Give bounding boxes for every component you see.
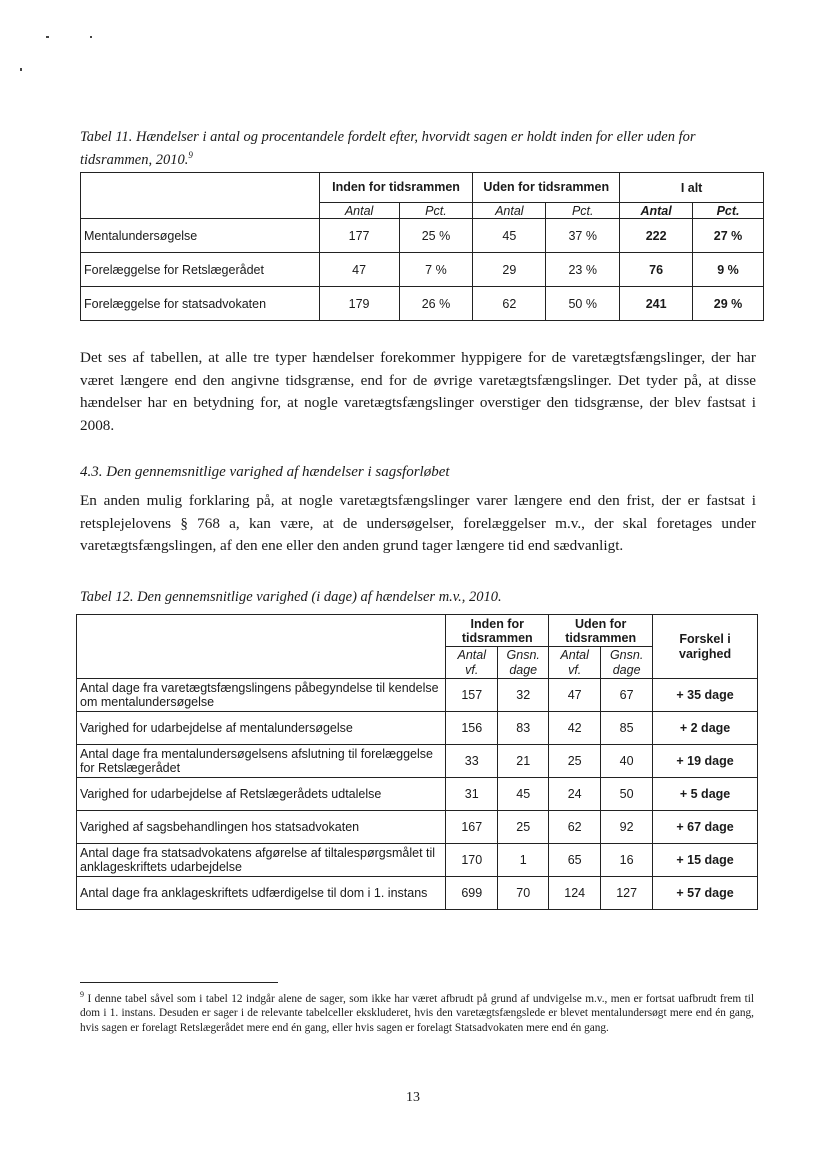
table-row (81, 253, 764, 287)
table12 (76, 614, 758, 910)
cell-value: 76 (620, 253, 693, 287)
table-row (77, 679, 758, 712)
cell-value: 27 % (693, 219, 764, 253)
table11-sub-pct: Pct. (399, 203, 473, 219)
cell-value: 50 % (546, 287, 620, 321)
table11-header-row (81, 173, 764, 203)
table11-sub-antal: Antal (620, 203, 693, 219)
table12-sub-antal: Antal vf. (549, 647, 601, 679)
cell-value: 25 % (399, 219, 473, 253)
row-label: Antal dage fra mentalundersøgelsens afslutning til forelæggelse for Retslægerådet (77, 745, 446, 778)
cell-value: 62 (473, 287, 546, 321)
cell-value: 42 (549, 712, 601, 745)
table11-corner-cell (81, 173, 320, 219)
table11-group-inside: Inden for tidsrammen (319, 173, 473, 203)
cell-value: 1 (498, 844, 549, 877)
row-label: Antal dage fra varetægtsfængslingens påbegyndelse til kendelse om mentalundersøgelse (77, 679, 446, 712)
footnote-ref: 9 (188, 150, 193, 160)
table-row (77, 844, 758, 877)
scan-speck (46, 36, 49, 38)
cell-value: 83 (498, 712, 549, 745)
footnote-divider (80, 982, 278, 983)
table-row (81, 287, 764, 321)
scan-speck (20, 68, 22, 71)
row-label: Forelæggelse for statsadvokaten (81, 287, 320, 321)
table11-group-outside: Uden for tidsrammen (473, 173, 620, 203)
cell-value: 29 (473, 253, 546, 287)
table11-group-total: I alt (620, 173, 764, 203)
cell-value: 47 (319, 253, 399, 287)
cell-value: 16 (601, 844, 653, 877)
cell-value: 50 (601, 778, 653, 811)
table-row (77, 712, 758, 745)
cell-value: 37 % (546, 219, 620, 253)
row-label: Varighed for udarbejdelse af Retslægerådets udtalelse (77, 778, 446, 811)
cell-value: 29 % (693, 287, 764, 321)
footnote (80, 988, 754, 1035)
table11-sub-antal: Antal (319, 203, 399, 219)
table11-caption-text: Tabel 11. Hændelser i antal og procentandele fordelt efter, hvorvidt sagen er holdt inden for eller uden for tidsrammen, 2010. (80, 129, 696, 168)
cell-value: 177 (319, 219, 399, 253)
table12-group-inside: Inden for tidsrammen (446, 615, 549, 647)
table11-sub-pct: Pct. (546, 203, 620, 219)
cell-value: 170 (446, 844, 498, 877)
cell-value: 65 (549, 844, 601, 877)
cell-value: 32 (498, 679, 549, 712)
row-label: Antal dage fra statsadvokatens afgørelse af tiltalespørgsmålet til anklageskriftets udarbejdelse (77, 844, 446, 877)
cell-value: 23 % (546, 253, 620, 287)
cell-value: 31 (446, 778, 498, 811)
cell-value: 25 (498, 811, 549, 844)
table-row (81, 219, 764, 253)
table12-corner-cell (77, 615, 446, 679)
cell-diff: + 2 dage (653, 712, 758, 745)
table-row (77, 778, 758, 811)
cell-value: 156 (446, 712, 498, 745)
footnote-number: 9 (80, 990, 84, 999)
cell-diff: + 19 dage (653, 745, 758, 778)
cell-value: 67 (601, 679, 653, 712)
table12-group-outside: Uden for tidsrammen (549, 615, 653, 647)
table12-sub-gnsn: Gnsn. dage (498, 647, 549, 679)
cell-value: 124 (549, 877, 601, 910)
cell-diff: + 5 dage (653, 778, 758, 811)
table12-group-diff: Forskel i varighed (653, 615, 758, 679)
table11-sub-pct: Pct. (693, 203, 764, 219)
page-number: 13 (406, 1090, 420, 1105)
cell-value: 45 (498, 778, 549, 811)
cell-value: 70 (498, 877, 549, 910)
section-heading: 4.3. Den gennemsnitlige varighed af hændelser i sagsforløbet (80, 464, 450, 480)
cell-diff: + 57 dage (653, 877, 758, 910)
footnote-text: I denne tabel såvel som i tabel 12 indgår alene de sager, som ikke har været afbrudt på grund af undvigelse m.v., men er fortsat uafbrudt frem til dom i 1. instans. Desuden er sager i de relevante tabelceller ekskluderet, hvis den varetægtsfængslede er blevet mentalundersøgt mere end én gang, hvis sagen er forelagt Retslægerådet mere end én gang, eller hvis sagen er forelagt Statsadvokaten mere end én gang. (80, 992, 755, 1034)
table12-sub-gnsn: Gnsn. dage (601, 647, 653, 679)
cell-diff: + 67 dage (653, 811, 758, 844)
cell-value: 45 (473, 219, 546, 253)
table12-sub-antal: Antal vf. (446, 647, 498, 679)
table12-caption: Tabel 12. Den gennemsnitlige varighed (i dage) af hændelser m.v., 2010. (80, 589, 502, 605)
cell-value: 40 (601, 745, 653, 778)
cell-diff: + 35 dage (653, 679, 758, 712)
cell-value: 47 (549, 679, 601, 712)
cell-value: 92 (601, 811, 653, 844)
cell-value: 241 (620, 287, 693, 321)
cell-value: 157 (446, 679, 498, 712)
cell-value: 25 (549, 745, 601, 778)
cell-value: 24 (549, 778, 601, 811)
cell-value: 179 (319, 287, 399, 321)
cell-value: 9 % (693, 253, 764, 287)
table-row (77, 811, 758, 844)
body-paragraph: Det ses af tabellen, at alle tre typer hændelser forekommer hyppigere for de varetægtsfængslinger, der har været længere end den angivne tidsgrænse, end for de øvrige varetægtsfængslinger. Det tyder på, at disse hændelser har en betydning for, at nogle varetægtsfængslinger overstiger den tidsgrænse, der blev fastsat i 2008. (80, 349, 756, 434)
table-row (77, 877, 758, 910)
cell-value: 33 (446, 745, 498, 778)
table11-caption (80, 128, 756, 169)
row-label: Antal dage fra anklageskriftets udfærdigelse til dom i 1. instans (77, 877, 446, 910)
cell-diff: + 15 dage (653, 844, 758, 877)
body-paragraph: En anden mulig forklaring på, at nogle varetægtsfængslinger varer længere end den frist, der er fastsat i retsplejelovens § 768 a, kan være, at de undersøgelser, forelæggelser m.v., der skal foretages under varetægtsfængslingen, af den ene eller den anden grund tager længere tid end sædvanligt. (80, 492, 756, 554)
row-label: Varighed for udarbejdelse af mentalundersøgelse (77, 712, 446, 745)
table11 (80, 172, 764, 321)
scan-speck (90, 36, 92, 38)
cell-value: 222 (620, 219, 693, 253)
cell-value: 62 (549, 811, 601, 844)
table12-header-row (77, 615, 758, 647)
table11-sub-antal: Antal (473, 203, 546, 219)
cell-value: 127 (601, 877, 653, 910)
row-label: Varighed af sagsbehandlingen hos statsadvokaten (77, 811, 446, 844)
cell-value: 167 (446, 811, 498, 844)
cell-value: 26 % (399, 287, 473, 321)
cell-value: 699 (446, 877, 498, 910)
cell-value: 21 (498, 745, 549, 778)
table-row (77, 745, 758, 778)
cell-value: 85 (601, 712, 653, 745)
cell-value: 7 % (399, 253, 473, 287)
row-label: Forelæggelse for Retslægerådet (81, 253, 320, 287)
row-label: Mentalundersøgelse (81, 219, 320, 253)
